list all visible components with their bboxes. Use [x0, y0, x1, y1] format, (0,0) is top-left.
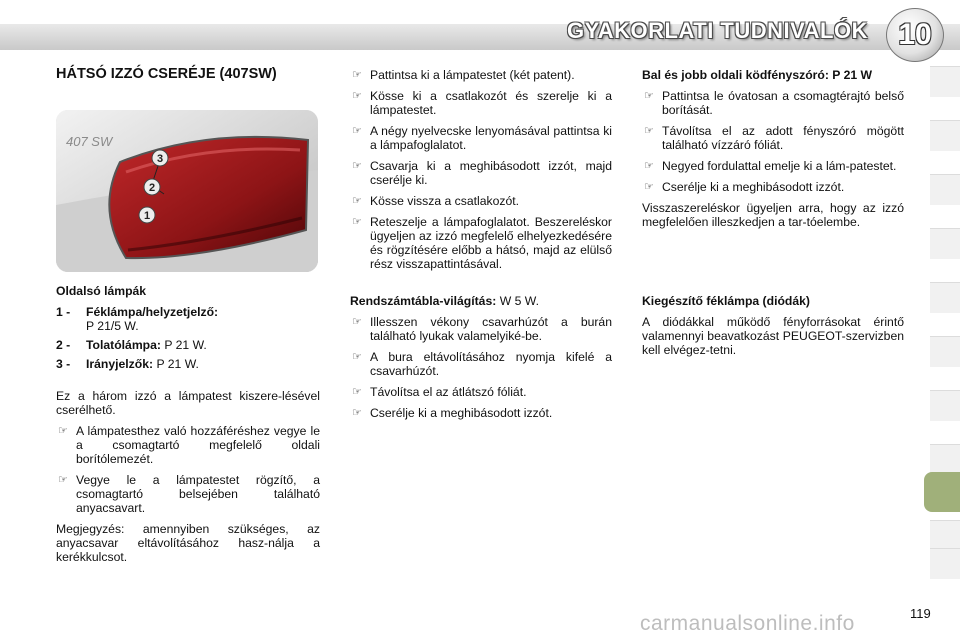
lamp-item-number: 2 -	[56, 338, 71, 352]
note-paragraph: Megjegyzés: amennyiben szükséges, az anyacsavar eltávolításához hasz-nálja a kerékkulcsot.	[56, 522, 320, 564]
list-item	[642, 180, 904, 194]
list-item-text: Reteszelje a lámpafoglalatot. Beszereléskor ügyeljen az izzó megfelelő elhelyezkedésére és rögzítésére előbb a hátsó, majd az elülső rész visszapattintásával.	[370, 215, 612, 271]
column-1	[56, 284, 320, 571]
list-item-text: A lámpatesthez való hozzáféréshez vegye le a csomagtartó megfelelő oldali borítólemezét.	[76, 424, 320, 466]
list-item	[350, 215, 612, 271]
page-header	[0, 0, 960, 56]
lamp-item-value: P 21 W.	[156, 357, 199, 371]
pointing-hand-icon: ☞	[352, 160, 362, 172]
lamp-item-label: Irányjelzők:	[86, 357, 154, 371]
pointing-hand-icon: ☞	[352, 90, 362, 102]
pointing-hand-icon: ☞	[352, 386, 362, 398]
pointing-hand-icon: ☞	[352, 407, 362, 419]
watermark: carmanualsonline.info	[640, 612, 855, 635]
side-tab[interactable]	[930, 336, 960, 367]
side-tab[interactable]	[930, 66, 960, 97]
lamp-item	[56, 357, 320, 371]
list-item	[350, 124, 612, 152]
section-title-block	[56, 66, 296, 89]
side-lamps-heading: Oldalsó lámpák	[56, 284, 147, 298]
list-item-text: A négy nyelvecske lenyomásával pattintsa ki a lámpafoglalatot.	[370, 124, 612, 152]
pointing-hand-icon: ☞	[58, 474, 68, 486]
list-item-text: Csavarja ki a meghibásodott izzót, majd cserélje ki.	[370, 159, 612, 187]
plate-lamp-heading: Rendszámtábla-világítás:	[350, 294, 497, 308]
list-item	[350, 89, 612, 117]
list-item	[350, 68, 612, 82]
side-tab[interactable]	[930, 520, 960, 551]
list-item-text: Pattintsa ki a lámpatestet (két patent).	[370, 68, 575, 82]
column-2-plate	[350, 294, 612, 427]
pointing-hand-icon: ☞	[352, 69, 362, 81]
section-title: HÁTSÓ IZZÓ CSERÉJE (407SW)	[56, 66, 277, 82]
list-item	[350, 385, 612, 399]
plate-lamp-heading-line	[350, 294, 612, 308]
third-brake-light-paragraph: A diódákkal működő fényforrásokat érintő valamennyi beavatkozást PEUGEOT-szervizben kell elvégez-tetni.	[642, 315, 904, 357]
pointing-hand-icon: ☞	[352, 216, 362, 228]
chapter-number-badge: 10	[886, 8, 944, 62]
list-item	[56, 424, 320, 466]
lamp-item	[56, 305, 320, 333]
list-item-text: Pattintsa le óvatosan a csomagtérajtó belső borítását.	[662, 89, 904, 117]
lamp-item-label: Tolatólámpa:	[86, 338, 161, 352]
side-tab[interactable]	[930, 228, 960, 259]
list-item-text: Cserélje ki a meghibásodott izzót.	[662, 180, 845, 194]
column-3	[642, 68, 904, 236]
list-item	[350, 315, 612, 343]
side-tab[interactable]	[930, 390, 960, 421]
side-tab[interactable]	[930, 174, 960, 205]
model-badge: 407 SW	[66, 134, 113, 149]
list-item-text: Távolítsa el az adott fényszóró mögött található vízzáró fóliát.	[662, 124, 904, 152]
list-item	[642, 124, 904, 152]
side-tab[interactable]	[930, 548, 960, 579]
pointing-hand-icon: ☞	[352, 125, 362, 137]
list-item-text: Negyed fordulattal emelje ki a lám-patestet.	[662, 159, 897, 173]
callout-1: 1	[143, 210, 151, 222]
list-item-text: Vegye le a lámpatestet rögzítő, a csomagtartó belsejében található anyacsavart.	[76, 473, 320, 515]
pointing-hand-icon: ☞	[352, 351, 362, 363]
refit-paragraph: Visszaszereléskor ügyeljen arra, hogy az izzó megfelelően illeszkedjen a tar-tóelembe.	[642, 201, 904, 229]
list-item-text: Kösse vissza a csatlakozót.	[370, 194, 520, 208]
column-2	[350, 68, 612, 278]
list-item	[350, 350, 612, 378]
lamp-item-number: 1 -	[56, 305, 71, 319]
list-item	[56, 473, 320, 515]
side-tab[interactable]	[930, 282, 960, 313]
callout-2: 2	[148, 182, 156, 194]
lamp-item-label: Féklámpa/helyzetjelző:	[86, 305, 219, 319]
third-brake-light-heading: Kiegészítő féklámpa (diódák)	[642, 294, 810, 308]
pointing-hand-icon: ☞	[644, 160, 654, 172]
page-number: 119	[910, 606, 931, 621]
pointing-hand-icon: ☞	[352, 316, 362, 328]
pointing-hand-icon: ☞	[644, 125, 654, 137]
tail-lamp-photo	[56, 110, 318, 272]
side-tab[interactable]	[930, 444, 960, 475]
intro-paragraph: Ez a három izzó a lámpatest kiszere-lésével cserélhető.	[56, 389, 320, 417]
list-item	[642, 159, 904, 173]
list-item	[350, 194, 612, 208]
callout-3: 3	[156, 153, 164, 165]
list-item-text: Cserélje ki a meghibásodott izzót.	[370, 406, 553, 420]
lamp-item	[56, 338, 320, 352]
plate-lamp-value: W 5 W.	[499, 294, 539, 308]
side-tab-active[interactable]	[924, 472, 960, 512]
list-item-text: A bura eltávolításához nyomja kifelé a csavarhúzót.	[370, 350, 612, 378]
list-item	[642, 89, 904, 117]
list-item	[350, 406, 612, 420]
list-item	[350, 159, 612, 187]
pointing-hand-icon: ☞	[644, 90, 654, 102]
pointing-hand-icon: ☞	[644, 181, 654, 193]
pointing-hand-icon: ☞	[352, 195, 362, 207]
pointing-hand-icon: ☞	[58, 425, 68, 437]
tail-lamp-illustration	[56, 110, 318, 272]
side-tab[interactable]	[930, 120, 960, 151]
column-3-lower	[642, 294, 904, 364]
lamp-item-value: P 21/5 W.	[86, 319, 139, 333]
fog-lamp-heading: Bal és jobb oldali ködfényszóró: P 21 W	[642, 68, 873, 82]
list-item-text: Illesszen vékony csavarhúzót a burán található lyukak valamelyiké-be.	[370, 315, 612, 343]
list-item-text: Kösse ki a csatlakozót és szerelje ki a lámpatestet.	[370, 89, 612, 117]
lamp-item-number: 3 -	[56, 357, 71, 371]
list-item-text: Távolítsa el az átlátszó fóliát.	[370, 385, 527, 399]
chapter-title: GYAKORLATI TUDNIVALÓK	[567, 18, 868, 43]
lamp-item-value: P 21 W.	[164, 338, 207, 352]
